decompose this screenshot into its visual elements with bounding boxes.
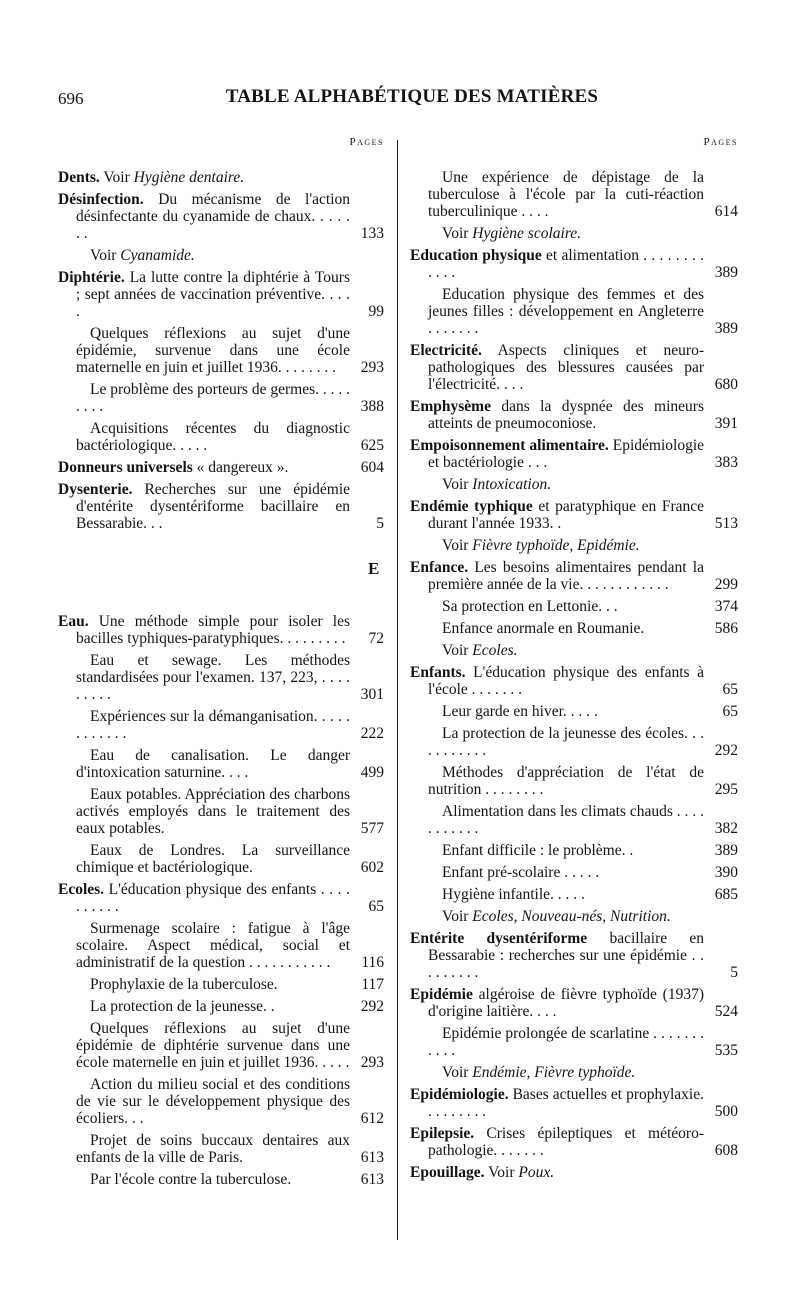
entry-description: Enfant difficile : le problème. . [442, 842, 634, 859]
index-entry [410, 908, 738, 925]
entry-description: Par l'école contre la tuberculose. [90, 1171, 292, 1188]
entry-text [410, 437, 738, 471]
entry-description: Aspects cliniques et neuro-pathologiques des blessures causées par l'électricité. . . . [428, 342, 704, 393]
entry-page-number: 388 [360, 398, 384, 415]
entry-description: Eaux potables. Appréciation des charbons activés employés dans le traitement des eaux potables. [76, 786, 350, 837]
entry-text [410, 498, 738, 532]
entry-text [410, 930, 738, 981]
index-entry [58, 786, 384, 837]
index-entry [410, 598, 738, 615]
entry-text [76, 1020, 384, 1071]
entry-text [428, 537, 738, 554]
entry-cross-reference: Intoxication. [472, 476, 552, 493]
entry-text [410, 1164, 738, 1181]
entry-description: Voir [484, 1164, 519, 1181]
entry-text [410, 986, 738, 1020]
entry-description: Crises épileptiques et météoro-pathologie. . . . . . . [428, 1125, 704, 1159]
entry-text [428, 1025, 738, 1059]
entry-description: Eau de canalisation. Le danger d'intoxication saturnine. . . . [76, 747, 350, 781]
page-header [58, 88, 742, 114]
entry-text [76, 652, 384, 703]
entry-text [428, 169, 738, 220]
entry-description: algéroise de fièvre typhoïde (1937) d'origine laitière. . . . [428, 986, 704, 1020]
entry-description: L'éducation physique des enfants . . . . . . . . . . [76, 881, 350, 915]
entry-text [76, 786, 384, 837]
entry-keyword: Donneurs universels [58, 459, 193, 476]
index-entry [58, 459, 384, 476]
index-entry [58, 325, 384, 376]
entry-cross-reference: Ecoles. [472, 642, 518, 659]
entry-keyword: Education physique [410, 247, 542, 264]
entry-description: Epidémie prolongée de scarlatine . . . . . . . . . . . [428, 1025, 704, 1059]
entry-description: Voir [442, 225, 473, 242]
index-entry: Dysenterie. Recherches sur une épidémie d'entérite dysentériforme bacillaire en Bessarabie. . . 5 [58, 481, 384, 532]
entry-description: Voir [442, 642, 473, 659]
entry-description: Voir [90, 247, 121, 264]
entry-page-number: 613 [360, 1171, 384, 1188]
entry-description: Eaux de Londres. La surveillance chimique et bactériologique. [76, 842, 350, 876]
entry-description: Eau et sewage. Les méthodes standardisées pour l'examen. 137, 223, . . . . . . . . . [76, 652, 350, 703]
index-entry [58, 708, 384, 742]
entry-description: Voir [99, 169, 134, 186]
entry-description: Acquisitions récentes du diagnostic bactériologique. . . . . [76, 420, 350, 454]
entry-page-number: 513 [714, 515, 738, 532]
entry-text [76, 976, 384, 993]
index-entry [58, 976, 384, 993]
entry-keyword: Dysenterie. [58, 481, 133, 498]
entry-page-number: 612 [360, 1110, 384, 1127]
index-entry: Enfants. L'éducation physique des enfants à l'école . . . . . . . 65 [410, 664, 738, 698]
index-entry [410, 342, 738, 393]
index-entry [410, 803, 738, 837]
entry-description: Voir [442, 908, 473, 925]
index-entry [58, 1020, 384, 1071]
entry-keyword: Emphysème [410, 398, 491, 415]
entry-description: Enfance anormale en Roumanie. [442, 620, 645, 637]
entry-text [428, 803, 738, 837]
entry-text [428, 286, 738, 337]
entry-text [428, 764, 738, 798]
entry-text [428, 598, 738, 615]
index-entry: Eau. Une méthode simple pour isoler les bacilles typhiques-paratyphiques. . . . . . . . . 72 [58, 613, 384, 647]
entry-keyword: Dents. [58, 169, 100, 186]
index-entry [410, 864, 738, 881]
index-entry [410, 986, 738, 1020]
index-entry [58, 191, 384, 242]
entry-description: Surmenage scolaire : fatigue à l'âge scolaire. Aspect médical, social et administratif de la question . . . . . . . . . . . [76, 920, 350, 971]
index-entry [410, 886, 738, 903]
entry-keyword: Epouillage. [410, 1164, 485, 1181]
entry-description: Quelques réflexions au sujet d'une épidémie, survenue dans une école maternelle en juin et juillet 1936. . . . . . . . [76, 325, 350, 376]
entry-cross-reference: Hygiène dentaire. [133, 169, 245, 186]
entry-description: et alimentation . . . . . . . . . . . . [428, 247, 704, 281]
entry-cross-reference: Ecoles, Nouveau-nés, Nutrition. [472, 908, 671, 925]
index-entry [410, 169, 738, 220]
entry-page-number: 293 [360, 1054, 384, 1071]
entry-page-number: 116 [361, 954, 384, 971]
entry-page-number: 293 [360, 359, 384, 376]
entry-page-number: 65 [722, 703, 738, 720]
entry-page-number: 389 [714, 320, 738, 337]
entry-description: Les besoins alimentaires pendant la première année de la vie. . . . . . . . . . . . [428, 559, 704, 593]
entry-page-number: 524 [714, 1003, 738, 1020]
entry-text [428, 908, 738, 925]
entry-description: Le problème des porteurs de germes. . . . . . . . . [76, 381, 350, 415]
entry-page-number: 117 [361, 976, 384, 993]
entry-text [58, 459, 384, 476]
index-entry [410, 1164, 738, 1181]
entry-text [410, 247, 738, 281]
entry-keyword: Endémie typhique [410, 498, 533, 515]
index-entry [58, 920, 384, 971]
page-number: 696 [58, 89, 84, 108]
entry-description: Une expérience de dépistage de la tuberculose à l'école par la cuti-réaction tuberculinique . . . . [428, 169, 704, 220]
entry-description: Hygiène infantile. . . . . [442, 886, 585, 903]
entry-description: Méthodes d'appréciation de l'état de nutrition . . . . . . . . [428, 764, 704, 798]
entry-text [76, 747, 384, 781]
index-entry [410, 498, 738, 532]
index-entry [58, 247, 384, 264]
entry-text [76, 1171, 384, 1188]
entry-text [58, 481, 384, 532]
entry-page-number: 604 [360, 459, 384, 476]
index-entry [410, 1025, 738, 1059]
entry-text [76, 920, 384, 971]
entry-page-number: 382 [714, 820, 738, 837]
entry-description: Leur garde en hiver. . . . . [442, 703, 598, 720]
entry-description: La lutte contre la diphtérie à Tours ; sept années de vaccination préventive. . . . . [76, 269, 350, 320]
index-entry [58, 420, 384, 454]
index-entry [410, 725, 738, 759]
entry-text [76, 325, 384, 376]
entry-page-number: 499 [360, 764, 384, 781]
entry-description: Projet de soins buccaux dentaires aux enfants de la ville de Paris. [76, 1132, 350, 1166]
entry-text [76, 247, 384, 264]
entry-description: Voir [442, 476, 473, 493]
index-entry [410, 476, 738, 493]
index-entry [410, 1064, 738, 1081]
entry-text [58, 613, 384, 647]
entry-text [428, 864, 738, 881]
index-entry [410, 398, 738, 432]
index-entry [410, 842, 738, 859]
entry-cross-reference: Cyanamide. [120, 247, 195, 264]
entry-description: Du mécanisme de l'action désinfectante du cyanamide de chaux. . . . . . . [76, 191, 350, 242]
entry-description: Voir [442, 537, 473, 554]
entry-keyword: Diphtérie. [58, 269, 125, 286]
entry-page-number: 625 [360, 437, 384, 454]
entry-description: dans la dyspnée des mineurs atteints de pneumoconiose. [428, 398, 704, 432]
entry-description: L'éducation physique des enfants à l'école . . . . . . . [428, 664, 704, 698]
index-entry [410, 559, 738, 593]
entry-keyword: Enfance. [410, 559, 469, 576]
index-entry: Ecoles. L'éducation physique des enfants . . . . . . . . . . 65 [58, 881, 384, 915]
entry-text [428, 620, 738, 637]
entry-text [428, 725, 738, 759]
pages-label: Pages [349, 136, 384, 148]
entry-text [428, 886, 738, 903]
index-entry [58, 1076, 384, 1127]
entry-page-number: 586 [714, 620, 738, 637]
entry-description: La protection de la jeunesse des écoles. . . . . . . . . . . [428, 725, 704, 759]
entry-text [428, 703, 738, 720]
entry-keyword: Epilepsie. [410, 1125, 475, 1142]
entry-text [428, 476, 738, 493]
index-entry [58, 652, 384, 703]
entry-text [428, 642, 738, 659]
entry-description: La protection de la jeunesse. . [90, 998, 275, 1015]
entry-description: Expériences sur la démanganisation. . . . . . . . . . . . [76, 708, 350, 742]
entry-page-number: 535 [714, 1042, 738, 1059]
entry-page-number: 390 [714, 864, 738, 881]
entry-text [76, 998, 384, 1015]
entry-description: bacillaire en Bessarabie : recherches sur une épidémie . . . . . . . . . [428, 930, 704, 981]
entry-page-number: 391 [714, 415, 738, 432]
entry-page-number: 383 [714, 454, 738, 471]
index-entry [410, 642, 738, 659]
entry-description: Bases actuelles et prophylaxie. . . . . . . . . [428, 1086, 704, 1120]
entry-text [410, 664, 738, 698]
entry-description: Action du milieu social et des conditions de vie sur le développement physique des écoliers. . . [76, 1076, 350, 1127]
entry-keyword: Epidémiologie. [410, 1086, 509, 1103]
entry-keyword: Eau. [58, 613, 89, 630]
entry-page-number: 292 [714, 742, 738, 759]
entry-text [76, 1132, 384, 1166]
entry-text [58, 269, 384, 320]
index-entry [58, 169, 384, 186]
pages-label: Pages [703, 136, 738, 148]
entry-text [410, 559, 738, 593]
index-entry [410, 620, 738, 637]
entry-page-number: 299 [714, 576, 738, 593]
index-entry [410, 225, 738, 242]
entry-text [428, 842, 738, 859]
entry-text [428, 1064, 738, 1081]
right-column [410, 134, 738, 1186]
entry-page-number: 577 [360, 820, 384, 837]
entry-page-number: 500 [714, 1103, 738, 1120]
entry-keyword: Electricité. [410, 342, 482, 359]
index-entry [58, 1132, 384, 1166]
column-divider [397, 140, 398, 1240]
entry-text [76, 420, 384, 454]
entry-description: Voir [442, 1064, 473, 1081]
entry-description: Recherches sur une épidémie d'entérite dysentériforme bacillaire en Bessarabie. . . [76, 481, 350, 532]
entry-text [76, 1076, 384, 1127]
entry-keyword: Empoisonnement alimentaire. [410, 437, 609, 454]
entry-list-d [58, 169, 384, 532]
entry-description: Alimentation dans les climats chauds . . . . . . . . . . . [428, 803, 704, 837]
index-entry [58, 381, 384, 415]
index-entry [410, 1125, 738, 1159]
index-entry: Entérite dysentériforme bacillaire en Bessarabie : recherches sur une épidémie . . . . . . . . . 5 [410, 930, 738, 981]
entry-keyword: Enfants. [410, 664, 466, 681]
entry-keyword: Entérite dysentériforme [410, 930, 588, 947]
entry-page-number: 133 [360, 225, 384, 242]
entry-keyword: Désinfection. [58, 191, 144, 208]
index-entry [410, 247, 738, 281]
index-entry [58, 998, 384, 1015]
entry-cross-reference: Endémie, Fièvre typhoïde. [472, 1064, 636, 1081]
entry-page-number: 295 [714, 781, 738, 798]
entry-cross-reference: Poux. [518, 1164, 555, 1181]
entry-page-number: 222 [360, 725, 384, 742]
entry-cross-reference: Fièvre typhoïde, Epidémie. [472, 537, 640, 554]
entry-description: Quelques réflexions au sujet d'une épidémie de diphtérie survenue dans une école maternelle en juin et juillet 1936. . . . . [76, 1020, 350, 1071]
entry-text [410, 398, 738, 432]
entry-page-number: 614 [714, 203, 738, 220]
entry-description: Une méthode simple pour isoler les bacilles typhiques-paratyphiques. . . . . . . . . [76, 613, 350, 647]
entry-description: « dangereux ». [192, 459, 289, 476]
index-entry [410, 703, 738, 720]
entry-text [58, 881, 384, 915]
entry-keyword: Epidémie [410, 986, 473, 1003]
entry-description: Sa protection en Lettonie. . . [442, 598, 618, 615]
entry-page-number: 292 [360, 998, 384, 1015]
entry-page-number: 608 [714, 1142, 738, 1159]
entry-description: Education physique des femmes et des jeunes filles : développement en Angleterre . . . . . . . [428, 286, 704, 337]
entry-description: Enfant pré-scolaire . . . . . [442, 864, 600, 881]
index-entry [58, 1171, 384, 1188]
entry-page-number: 680 [714, 376, 738, 393]
entry-page-number: 389 [714, 264, 738, 281]
index-entry [410, 286, 738, 337]
entry-text [76, 842, 384, 876]
index-entry [410, 437, 738, 471]
entry-list-e [58, 613, 384, 1188]
entry-page-number: 602 [360, 859, 384, 876]
entry-text [410, 1125, 738, 1159]
index-entry [58, 747, 384, 781]
index-entry [410, 1086, 738, 1120]
left-column [58, 134, 384, 1193]
entry-description: Prophylaxie de la tuberculose. [90, 976, 278, 993]
entry-text [76, 708, 384, 742]
entry-text [410, 1086, 738, 1120]
entry-text [428, 225, 738, 242]
entry-page-number: 613 [360, 1149, 384, 1166]
entry-description: Epidémiologie et bactériologie . . . [428, 437, 705, 471]
section-letter: E [368, 559, 380, 578]
entry-page-number: 685 [714, 886, 738, 903]
index-entry [58, 842, 384, 876]
entry-text [410, 342, 738, 393]
page-title: TABLE ALPHABÉTIQUE DES MATIÈRES [225, 86, 599, 107]
entry-page-number: 301 [360, 686, 384, 703]
index-entry [410, 764, 738, 798]
entry-text [58, 191, 384, 242]
entry-cross-reference: Hygiène scolaire. [472, 225, 582, 242]
index-entry: Diphtérie. La lutte contre la diphtérie à Tours ; sept années de vaccination préventive. . . . . 99 [58, 269, 384, 320]
entry-keyword: Ecoles. [58, 881, 105, 898]
entry-text [76, 381, 384, 415]
entry-list-e-continued [410, 169, 738, 1181]
entry-page-number: 374 [714, 598, 738, 615]
entry-text [58, 169, 384, 186]
entry-page-number: 389 [714, 842, 738, 859]
entry-description: et paratyphique en France durant l'année 1933. . [428, 498, 704, 532]
index-entry [410, 537, 738, 554]
